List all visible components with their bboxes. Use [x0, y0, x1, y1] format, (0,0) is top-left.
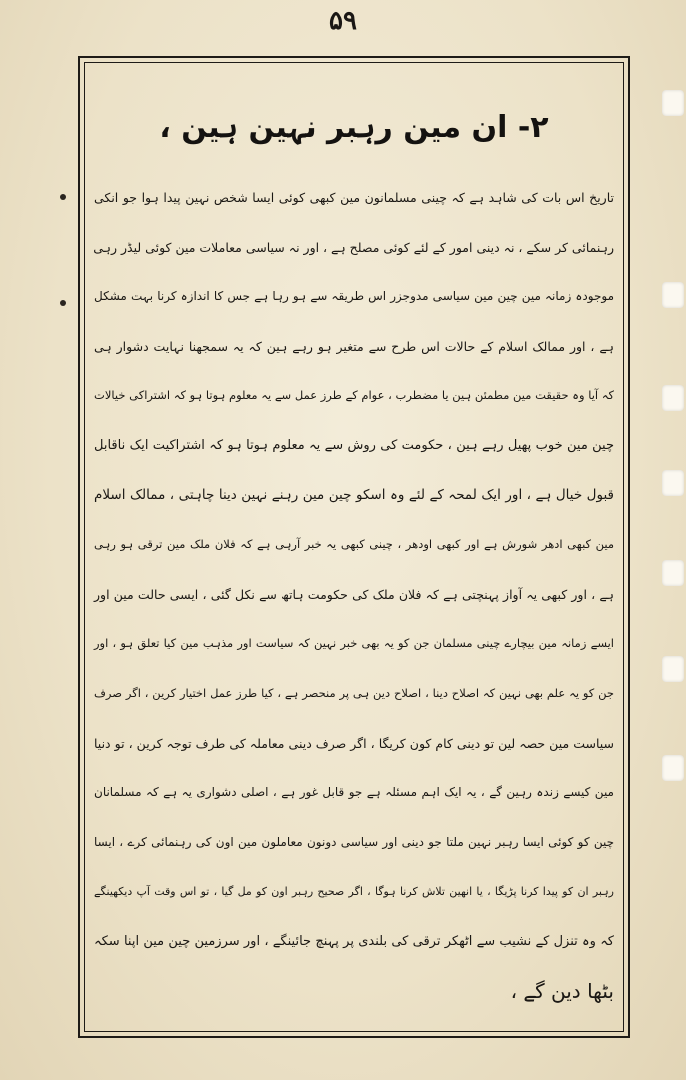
text-line: تاریخ اس بات کی شاہد ہے کہ چینی مسلمانون مین کبھی کوئی ایسا شخص نہین پیدا ہوا جو انکی	[94, 190, 614, 205]
margin-dot	[60, 300, 66, 306]
punch-hole	[662, 755, 684, 781]
punch-hole	[662, 470, 684, 496]
text-line: ہے ، اور ممالک اسلام کے حالات اس طرح سے متغیر ہو رہے ہین کہ یہ سمجھنا نہایت دشوار ہی	[94, 338, 614, 354]
punch-hole	[662, 385, 684, 411]
punch-hole	[662, 656, 684, 682]
text-line: بٹھا دین گے ،	[510, 978, 614, 1003]
page-border-frame	[78, 56, 630, 1038]
page-number: ۵۹	[329, 6, 357, 36]
text-line: ہے ، اور کبھی یہ آواز پہنچتی ہے کہ فلان ملک کی حکومت ہاتھ سے نکل گئی ، ایسی حالت مین اور	[94, 586, 614, 602]
section-heading: ۲- ان مین رہبر نہین ہین ،	[159, 110, 549, 145]
punch-hole	[662, 282, 684, 308]
text-line: جن کو یہ علم بھی نہین کہ اصلاح دینا ، اصلاح دین ہی پر منحصر ہے ، کیا طرز عمل اختیار کرین ، اگر صرف	[94, 685, 614, 700]
text-line: چین مین خوب پھیل رہے ہین ، حکومت کی روش سے یہ معلوم ہوتا ہو کہ اشتراکیت ایک ناقابل	[94, 437, 614, 453]
text-line: موجودہ زمانہ مین چین مین سیاسی مدوجزر اس طریقہ سے ہو رہا ہے جس کا اندازہ کرنا بہت مشکل	[94, 289, 614, 304]
text-line: رہنمائی کر سکے ، نہ دینی امور کے لئے کوئی مصلح ہے ، اور نہ سیاسی معاملات مین کوئی لیڈر رہی	[93, 239, 614, 255]
text-line: ایسے زمانہ مین بیچارے چینی مسلمان جن کو یہ بھی خبر نہین کہ سیاست اور مذہب مین کیا تعلق ہو ، اور	[94, 636, 614, 651]
punch-hole	[662, 560, 684, 586]
margin-dot	[60, 194, 66, 200]
text-line: مین کیسے زندہ رہین گے ، یہ ایک اہم مسئلہ ہے جو قابل غور ہے ، اصلی دشواری یہ ہے کہ مسلمانان	[94, 785, 614, 800]
text-line: سیاست مین حصہ لین تو دینی کام کون کریگا ، اگر صرف دینی معاملہ کی طرف توجہ کرین ، تو دنیا	[94, 735, 614, 751]
text-line: قبول خیال ہے ، اور ایک لمحہ کے لئے وہ اسکو چین مین رہنے نہین دینا چاہتی ، ممالک اسلام	[94, 486, 614, 503]
text-line: رہبر ان کو پیدا کرنا پڑیگا ، یا انھین تلاش کرنا ہوگا ، اگر صحیح رہبر اون کو مل گیا ، تو اس وقت آپ دیکھینگے	[94, 885, 614, 899]
text-line: کہ آیا وہ حقیقت مین مطمئن ہین یا مضطرب ، عوام کے طرز عمل سے یہ معلوم ہوتا ہو کہ اشتراکی خیالات	[94, 388, 614, 403]
body-text	[94, 173, 614, 1016]
text-line: کہ وہ تنزل کے نشیب سے اٹھکر ترقی کی بلندی پر پہنچ جائینگے ، اور سرزمین چین مین اپنا سکہ	[94, 933, 614, 949]
punch-hole	[662, 90, 684, 116]
text-line: مین کبھی ادھر شورش ہے اور کبھی اودھر ، چینی کبھی یہ خبر آرہی ہے کہ فلان ملک مین ترقی ہو رہی	[94, 537, 614, 552]
text-line: چین کو کوئی ایسا رہبر نہین ملتا جو دینی اور سیاسی دونون معاملون مین اون کی رہنمائی کرے ، ایسا	[94, 834, 614, 849]
